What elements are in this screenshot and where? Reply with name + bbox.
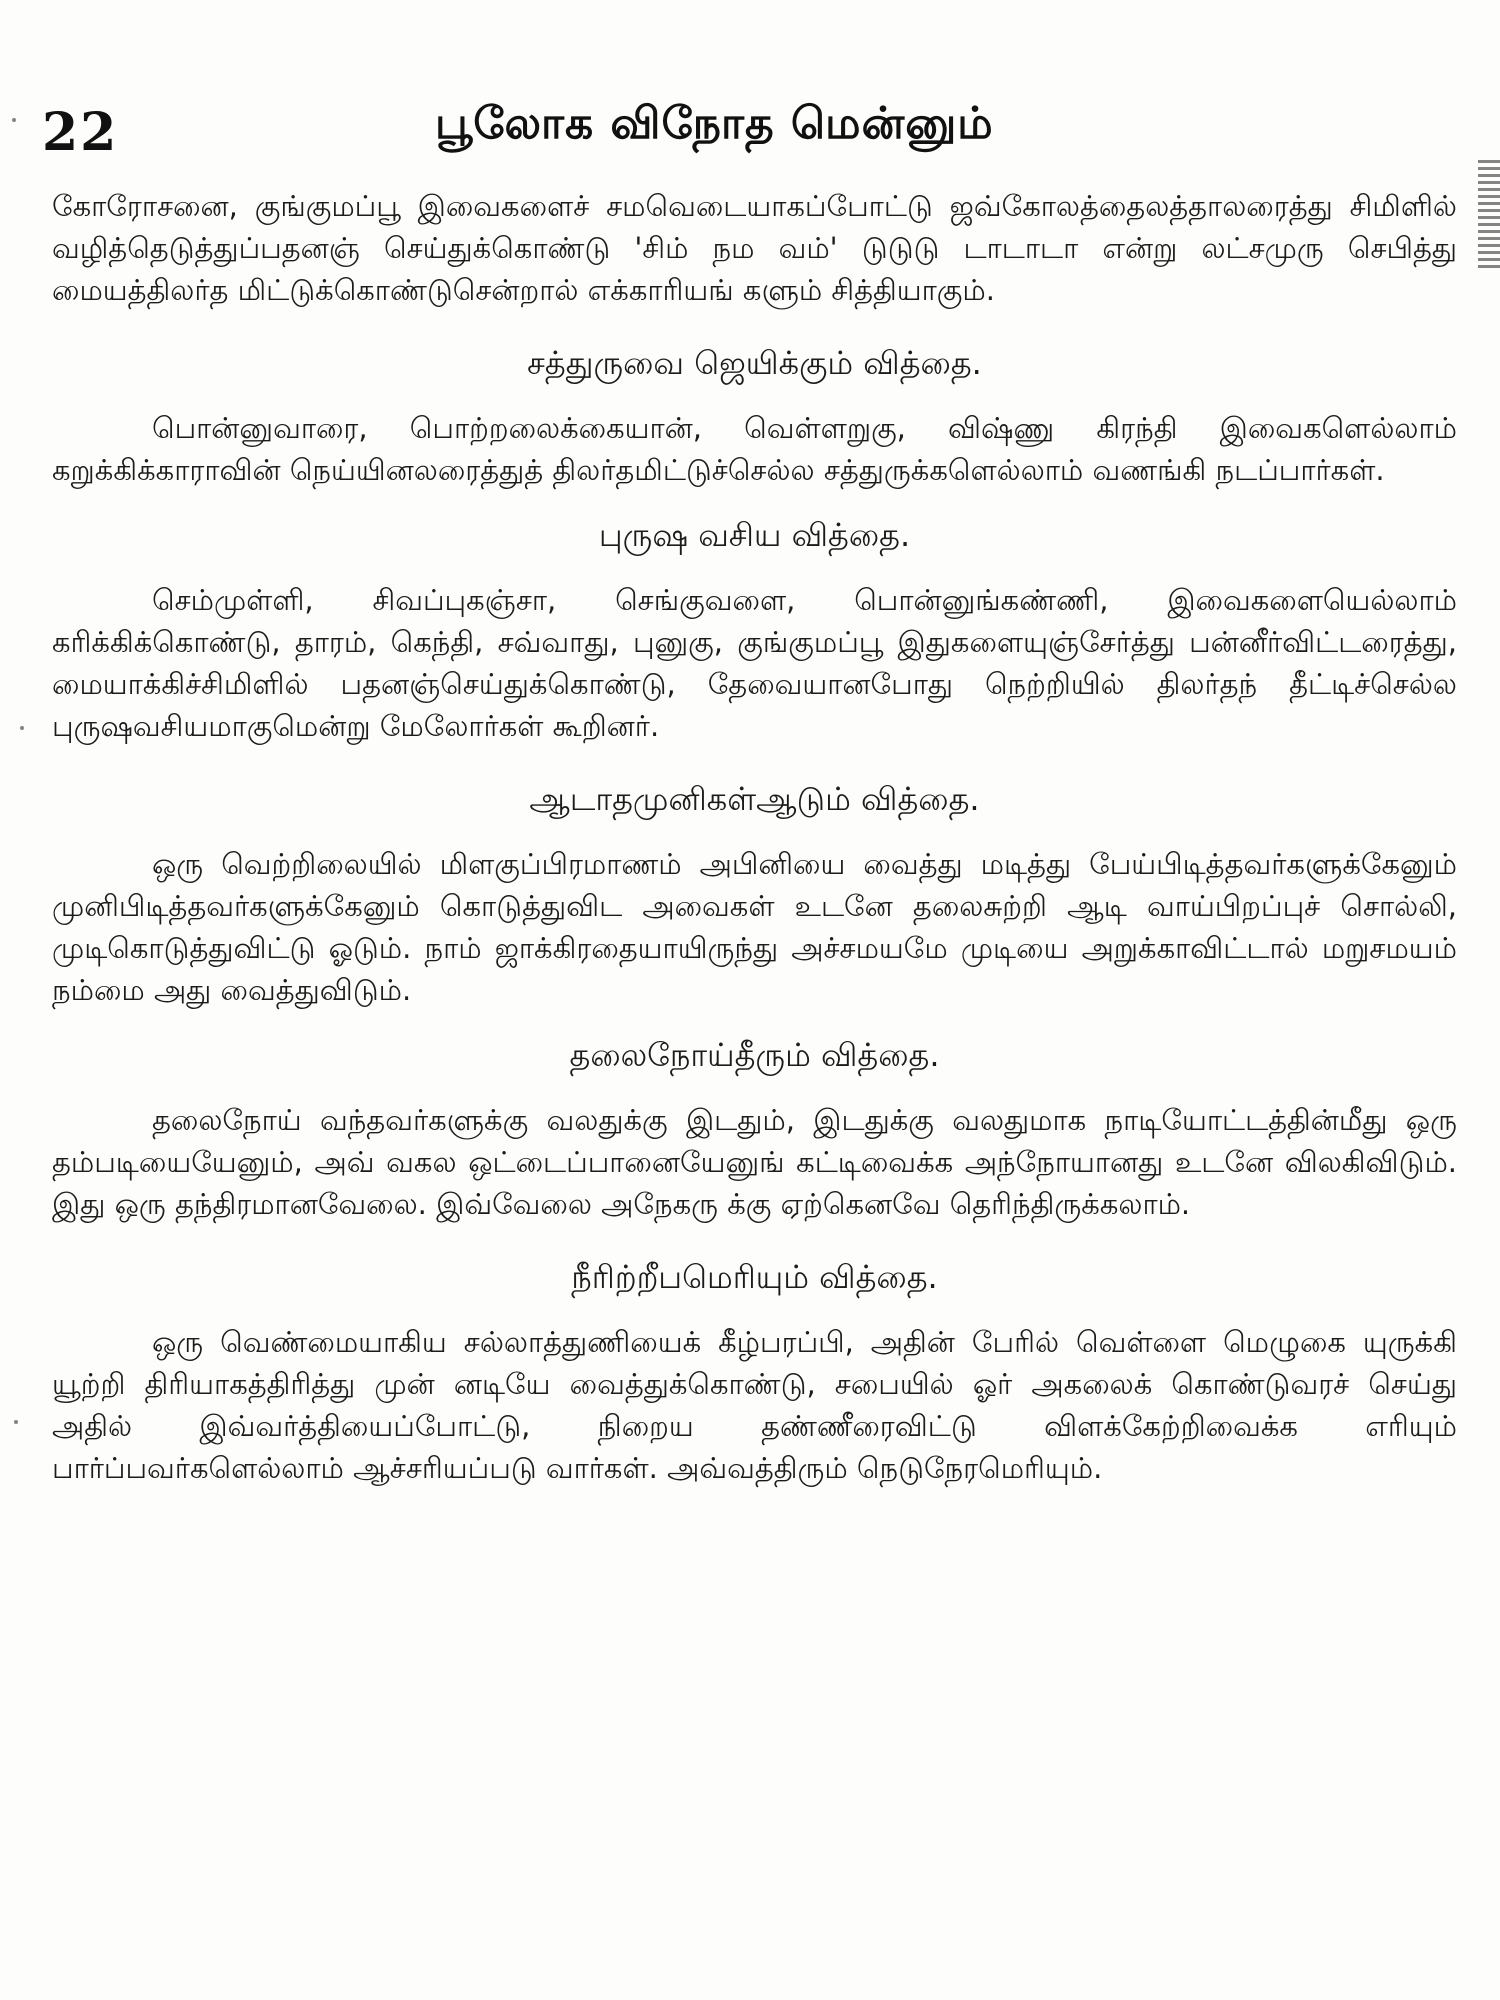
page-header <box>40 92 1440 172</box>
section-title-5: நீரிற்றீபமெரியும் வித்தை. <box>571 1258 938 1296</box>
paragraph-2: பொன்னுவாரை, பொற்றலைக்கையான், வெள்ளறுகு, விஷ்ணு கிரந்தி இவைகளெல்லாம் கறுக்கிக்காராவின் நெய்யினலரைத்துத் திலர்தமிட்டுச்செல்ல சத்துருக்களெல்லாம் வணங்கி நடப்பார்கள். <box>52 411 1457 487</box>
page-number: 22 <box>42 102 119 163</box>
scan-speck <box>14 1420 18 1424</box>
paragraph-5: தலைநோய் வந்தவர்களுக்கு வலதுக்கு இடதும், இடதுக்கு வலதுமாக நாடியோட்டத்தின்மீது ஒரு தம்படியையேனும், அவ் வகல ஒட்டைப்பானையேனுங் கட்டிவைக்க அந்நோயானது உடனே விலகிவிடும். இது ஒரு தந்திரமானவேலை. இவ்வேலை அநேகரு க்கு ஏற்கெனவே தெரிந்திருக்கலாம். <box>52 1103 1457 1221</box>
section-title-1: சத்துருவை ஜெயிக்கும் வித்தை. <box>527 344 982 382</box>
scan-speck <box>20 726 24 730</box>
paragraph-6: ஒரு வெண்மையாகிய சல்லாத்துணியைக் கீழ்பரப்பி, அதின் பேரில் வெள்ளை மெழுகை யுருக்கி யூற்றி திரியாகத்திரித்து முன் னடியே வைத்துக்கொண்டு, சபையில் ஓர் அகலைக் கொண்டுவரச் செய்து அதில் இவ்வர்த்தியைப்போட்டு, நிறைய தண்ணீரைவிட்டு விளக்கேற்றிவைக்க எரியும் பார்ப்பவர்களெல்லாம் ஆச்சரியப்படு வார்கள். அவ்வத்திரும் நெடுநேரமெரியும். <box>52 1325 1457 1485</box>
section-title-4: தலைநோய்தீரும் வித்தை. <box>569 1036 940 1074</box>
paragraph-1: கோரோசனை, குங்குமப்பூ இவைகளைச் சமவெடையாகப்போட்டு ஜவ்கோலத்தைலத்தாலரைத்து சிமிளில் வழித்தெடுத்துப்பதனஞ் செய்துக்கொண்டு 'சிம் நம வம்' டுடுடு டாடாடா என்று லட்சமுரு செபித்து மையத்திலர்த மிட்டுக்கொண்டுசென்றால் எக்காரியங் களும் சித்தியாகும். <box>52 189 1457 307</box>
running-title: பூலோக விநோத மென்னும் <box>435 98 994 149</box>
paragraph-3: செம்முள்ளி, சிவப்புகஞ்சா, செங்குவளை, பொன்னுங்கண்ணி, இவைகளையெல்லாம் கரிக்கிக்கொண்டு, தாரம், கெந்தி, சவ்வாது, புனுகு, குங்குமப்பூ இதுகளையுஞ்சேர்த்து பன்னீர்விட்டரைத்து, மையாக்கிச்சிமிளில் பதனஞ்செய்துக்கொண்டு, தேவையானபோது நெற்றியில் திலர்தந் தீட்டிச்செல்ல புருஷவசியமாகுமென்று மேலோர்கள் கூறினர். <box>52 583 1457 743</box>
scan-edge-mark <box>1478 160 1500 270</box>
paragraph-4: ஒரு வெற்றிலையில் மிளகுப்பிரமாணம் அபினியை வைத்து மடித்து பேய்பிடித்தவர்களுக்கேனும் முனிபிடித்தவர்களுக்கேனும் கொடுத்துவிட அவைகள் உடனே தலைசுற்றி ஆடி வாய்பிறப்புச் சொல்லி, முடிகொடுத்துவிட்டு ஓடும். நாம் ஜாக்கிரதையாயிருந்து அச்சமயமே முடியை அறுக்காவிட்டால் மறுசமயம் நம்மை அது வைத்துவிடும். <box>52 847 1457 1007</box>
section-title-2: புருஷ வசிய வித்தை. <box>598 516 911 554</box>
scan-speck <box>12 118 16 122</box>
section-title-3: ஆடாதமுனிகள்ஆடும் வித்தை. <box>529 780 980 818</box>
page-body <box>52 185 1457 1975</box>
